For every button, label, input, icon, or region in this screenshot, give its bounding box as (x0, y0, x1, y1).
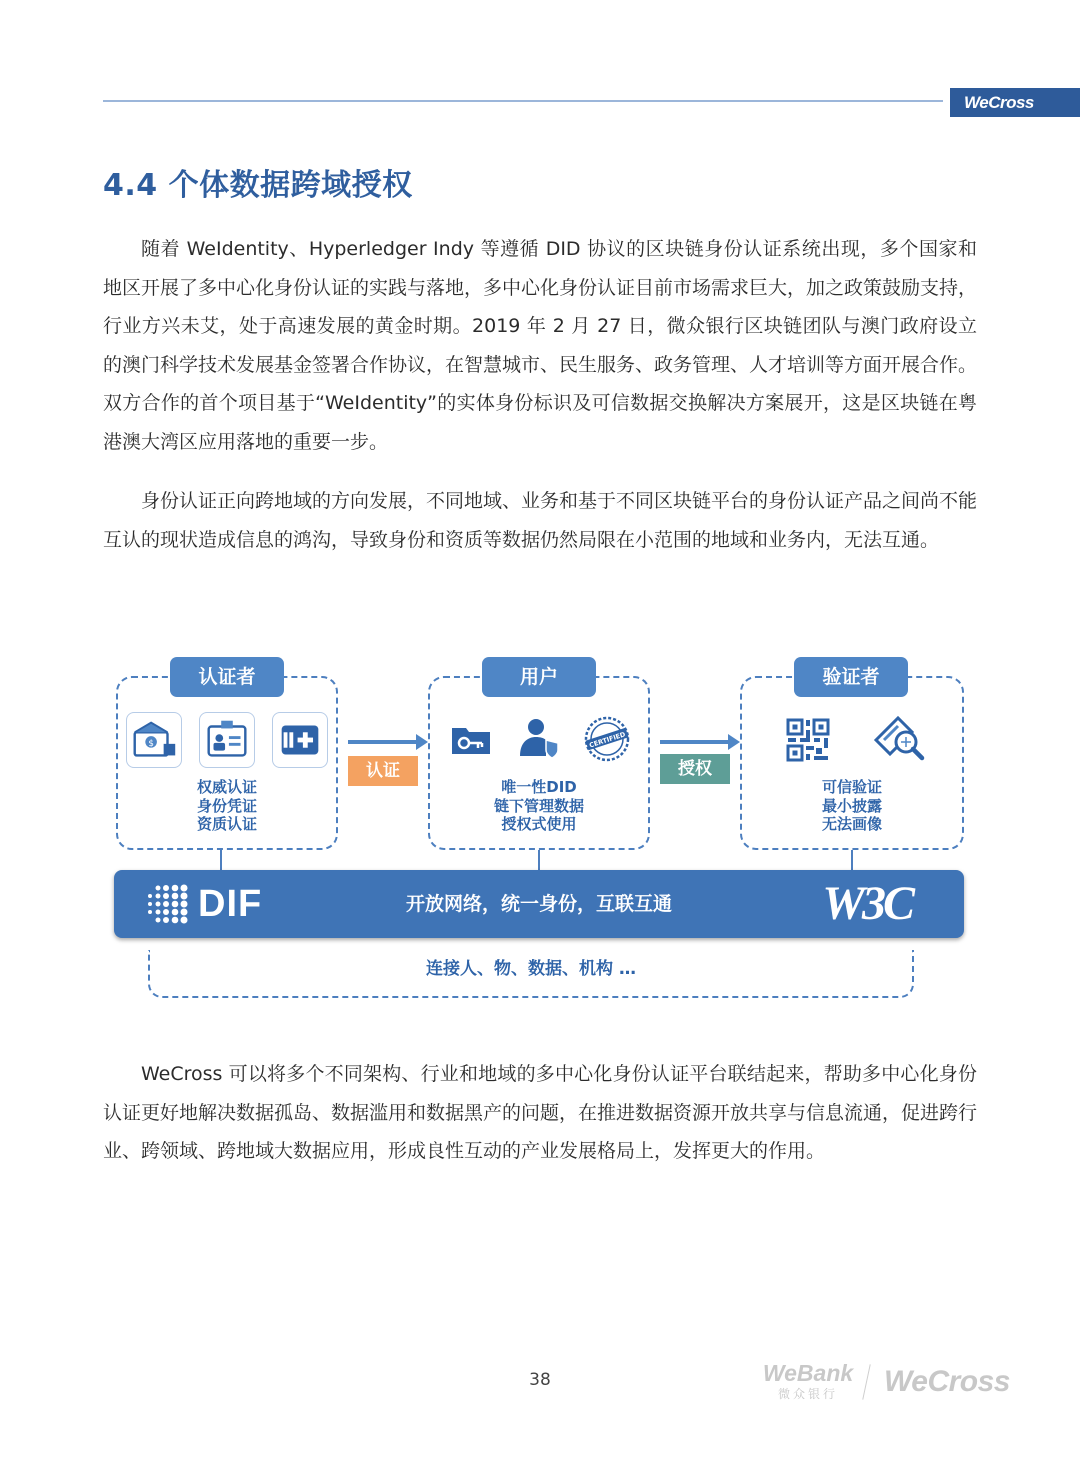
paragraph-2: 身份认证正向跨地域的方向发展，不同地域、业务和基于不同区块链平台的身份认证产品之间尚不能互认的现状造成信息的鸿沟，导致身份和资质等数据仍然局限在小范围的地域和业务内，无法互通。 (103, 490, 978, 551)
did-diagram (110, 650, 970, 1010)
paragraph-3: WeCross 可以将多个不同架构、行业和地域的多中心化身份认证平台联结起来，帮助多中心化身份认证更好地解决数据孤岛、数据滥用和数据黑产的问题，在推进数据资源开放共享与信息流通，促进跨行业、跨领域、跨地域大数据应用，形成良性互动的产业发展格局上，发挥更大的作用。 (103, 1063, 978, 1163)
folder-key-icon (448, 716, 494, 762)
paragraph-1: 随着 WeIdentity、Hyperledger Indy 等遵循 DID 协议的区块链身份认证系统出现，多个国家和地区开展了多中心化身份认证的实践与落地，多中心化身份认证目前市场需求巨大，加之政策鼓励支持，行业方兴未艾，处于高速发展的黄金时期。2019 年 2 月 27 日，微众银行区块链团队与澳门政府设立的澳门科学技术发展基金签署合作协议，在智慧城市、民生服务、政务管理、人才培训等方面开展合作。双方合作的首个项目基于“WeIdentity”的实体身份标识及可信数据交换解决方案展开，这是区块链在粤港澳大湾区应用落地的重要一步。 (103, 238, 978, 453)
medical-card-icon (272, 712, 328, 768)
section-title: 4.4 个体数据跨域授权 (103, 168, 413, 203)
standards-bar (114, 870, 964, 938)
header-rule (103, 100, 943, 102)
user-connector (538, 850, 540, 870)
card-magnifier-icon (872, 714, 926, 764)
certify-arrow (348, 740, 418, 744)
verifier-connector (851, 850, 853, 870)
w3c-logo: W3C (822, 877, 912, 930)
authorize-tag: 授权 (660, 754, 730, 784)
verifier-functions: 可信验证 最小披露 无法画像 (821, 778, 882, 833)
footer-wecross-logo: WeCross (884, 1365, 1010, 1398)
qr-code-icon (786, 718, 830, 762)
certified-text: CERTIFIED (588, 730, 627, 750)
envelope-money-icon (126, 712, 182, 768)
id-card-icon (199, 712, 255, 768)
authorize-arrow (660, 740, 730, 744)
dif-logo-text: DIF (198, 883, 263, 925)
certified-badge-icon (582, 714, 632, 764)
user-label: 用户 (482, 657, 596, 697)
footer-webank-subtitle: 微众银行 (777, 1387, 838, 1401)
user-functions: 唯一性DID 链下管理数据 授权式使用 (493, 778, 584, 833)
svg-text:$: $ (148, 738, 154, 749)
connect-text: 连接人、物、数据、机构 … (426, 959, 636, 979)
connect-box (148, 950, 914, 998)
issuer-label: 认证者 (170, 657, 284, 697)
certify-tag: 认证 (348, 756, 418, 786)
footer-webank-logo: WeBank (762, 1360, 854, 1386)
verifier-label: 验证者 (794, 657, 908, 697)
user-shield-icon (516, 716, 562, 762)
header-wecross-logo: WeCross (950, 88, 1080, 117)
issuer-functions: 权威认证 身份凭证 资质认证 (196, 778, 257, 833)
issuer-connector (220, 850, 222, 870)
bar-slogan: 开放网络，统一身份，互联互通 (405, 893, 672, 915)
page-number: 38 (529, 1370, 551, 1390)
